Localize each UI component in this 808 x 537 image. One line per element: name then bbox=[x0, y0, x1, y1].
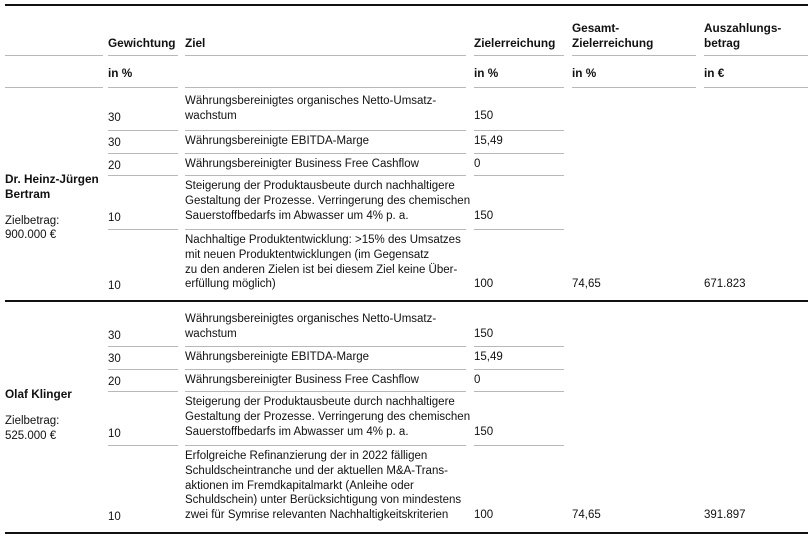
goal-text: Nachhaltige Produktentwicklung: >15% des Umsatzes bbox=[185, 234, 461, 246]
row-rule bbox=[185, 175, 466, 176]
achievement-value: 150 bbox=[474, 209, 494, 222]
weight-value: 30 bbox=[108, 353, 121, 365]
unit-payout: in € bbox=[704, 66, 725, 80]
header-rule bbox=[474, 55, 564, 56]
row-rule bbox=[185, 153, 466, 154]
header-rule bbox=[704, 55, 808, 56]
weight-value: 20 bbox=[108, 160, 121, 172]
goal-text: mit neuen Produktentwicklungen (im Gegensatz bbox=[185, 248, 430, 261]
goal-text: Steigerung der Produktausbeute durch nachhaltigere bbox=[185, 396, 455, 408]
goal-text: Schuldscheintranche und der aktuellen M&A-Trans- bbox=[185, 464, 448, 477]
row-rule bbox=[108, 445, 178, 446]
unit-rule bbox=[108, 87, 178, 88]
weight-value: 30 bbox=[108, 137, 121, 149]
achievement-value: 150 bbox=[474, 109, 494, 122]
goal-text: Gestaltung der Prozesse. Verringerung des chemischen bbox=[185, 410, 471, 423]
goal-text: Erfolgreiche Refinanzierung der in 2022 fälligen bbox=[185, 450, 428, 462]
goal-text: Sauerstoffbedarfs im Abwasser um 4% p. a. bbox=[185, 425, 409, 438]
row-rule bbox=[474, 346, 564, 347]
weight-value: 30 bbox=[108, 111, 121, 124]
row-rule bbox=[108, 153, 178, 154]
weight-value: 10 bbox=[108, 427, 121, 440]
unit-rule bbox=[5, 87, 103, 88]
row-rule bbox=[474, 229, 564, 230]
goal-text: wachstum bbox=[185, 109, 237, 122]
weight-value: 30 bbox=[108, 329, 121, 342]
row-rule bbox=[474, 445, 564, 446]
row-rule bbox=[108, 229, 178, 230]
total-achievement-value: 74,65 bbox=[572, 509, 601, 522]
unit-rule bbox=[185, 87, 466, 88]
goal-text: Gestaltung der Prozesse. Verringerung des chemischen bbox=[185, 194, 471, 207]
payout-value: 391.897 bbox=[704, 509, 746, 522]
weight-value: 20 bbox=[108, 376, 121, 388]
header-payout: Auszahlungs- bbox=[704, 21, 782, 35]
total-achievement-value: 74,65 bbox=[572, 278, 601, 291]
header-weighting: Gewichtung bbox=[108, 36, 176, 50]
header-rule bbox=[108, 55, 178, 56]
row-rule bbox=[185, 130, 466, 131]
goal-text: aktionen im Fremdkapitalmarkt (Anleihe oder bbox=[185, 479, 414, 492]
header-rule bbox=[5, 55, 103, 56]
target-amount: 900.000 € bbox=[5, 229, 57, 242]
goal-text: erfüllung möglich) bbox=[185, 278, 276, 291]
weight-value: 10 bbox=[108, 211, 121, 224]
goal-text: zu den anderen Zielen ist bei diesem Ziel keine Über- bbox=[185, 263, 458, 276]
row-rule bbox=[108, 369, 178, 370]
unit-rule bbox=[704, 87, 808, 88]
achievement-value: 15,49 bbox=[474, 351, 503, 363]
block-bottom-rule bbox=[5, 532, 808, 534]
unit-weighting: in % bbox=[108, 66, 133, 80]
row-rule bbox=[474, 369, 564, 370]
header-goal: Ziel bbox=[185, 36, 206, 50]
unit-rule bbox=[572, 87, 696, 88]
achievement-value: 150 bbox=[474, 327, 494, 340]
person-name: Olaf Klinger bbox=[5, 387, 72, 401]
goal-text: Währungsbereinigtes organisches Netto-Umsatz- bbox=[185, 95, 437, 107]
goal-text: Steigerung der Produktausbeute durch nachhaltigere bbox=[185, 180, 455, 192]
header-total-achievement: Gesamt- bbox=[572, 21, 620, 35]
goal-text: Währungsbereinigte EBITDA-Marge bbox=[185, 351, 370, 363]
achievement-value: 100 bbox=[474, 278, 494, 291]
header-rule bbox=[185, 55, 466, 56]
row-rule bbox=[474, 153, 564, 154]
goal-text: Währungsbereinigtes organisches Netto-Umsatz- bbox=[185, 313, 437, 325]
unit-achievement: in % bbox=[474, 66, 499, 80]
row-rule bbox=[474, 391, 564, 392]
achievement-value: 150 bbox=[474, 425, 494, 438]
header-rule bbox=[572, 55, 696, 56]
goal-text: Währungsbereinigter Business Free Cashflow bbox=[185, 374, 419, 386]
row-rule bbox=[474, 175, 564, 176]
goal-text: wachstum bbox=[185, 327, 237, 340]
person-name: Dr. Heinz-Jürgen bbox=[5, 172, 99, 186]
header-total-achievement: Zielerreichung bbox=[572, 35, 654, 50]
header-payout: betrag bbox=[704, 35, 741, 50]
row-rule bbox=[108, 346, 178, 347]
row-rule bbox=[185, 391, 466, 392]
row-rule bbox=[185, 346, 466, 347]
goal-text: zwei für Symrise relevanten Nachhaltigkeitskriterien bbox=[185, 509, 449, 522]
unit-total-achievement: in % bbox=[572, 66, 597, 80]
goal-text: Sauerstoffbedarfs im Abwasser um 4% p. a. bbox=[185, 209, 409, 222]
target-label: Zielbetrag: bbox=[5, 214, 60, 227]
goal-text: Währungsbereinigte EBITDA-Marge bbox=[185, 135, 370, 147]
achievement-value: 100 bbox=[474, 509, 494, 522]
target-amount: 525.000 € bbox=[5, 429, 57, 442]
goal-text: Schuldschein) unter Berücksichtigung von mindestens bbox=[185, 494, 462, 507]
row-rule bbox=[108, 130, 178, 131]
achievement-value: 0 bbox=[474, 374, 481, 386]
target-label: Zielbetrag: bbox=[5, 414, 60, 427]
row-rule bbox=[108, 175, 178, 176]
weight-value: 10 bbox=[108, 511, 121, 524]
row-rule bbox=[185, 229, 466, 230]
row-rule bbox=[474, 130, 564, 131]
payout-value: 671.823 bbox=[704, 278, 746, 291]
achievement-value: 0 bbox=[474, 158, 481, 170]
person-name: Bertram bbox=[5, 186, 51, 201]
unit-rule bbox=[474, 87, 564, 88]
table-top-rule bbox=[5, 4, 808, 6]
achievement-value: 15,49 bbox=[474, 135, 503, 147]
row-rule bbox=[108, 391, 178, 392]
weight-value: 10 bbox=[108, 280, 121, 293]
header-achievement: Zielerreichung bbox=[474, 36, 556, 50]
block-bottom-rule bbox=[5, 300, 808, 302]
row-rule bbox=[185, 445, 466, 446]
row-rule bbox=[185, 369, 466, 370]
goal-text: Währungsbereinigter Business Free Cashflow bbox=[185, 158, 419, 170]
